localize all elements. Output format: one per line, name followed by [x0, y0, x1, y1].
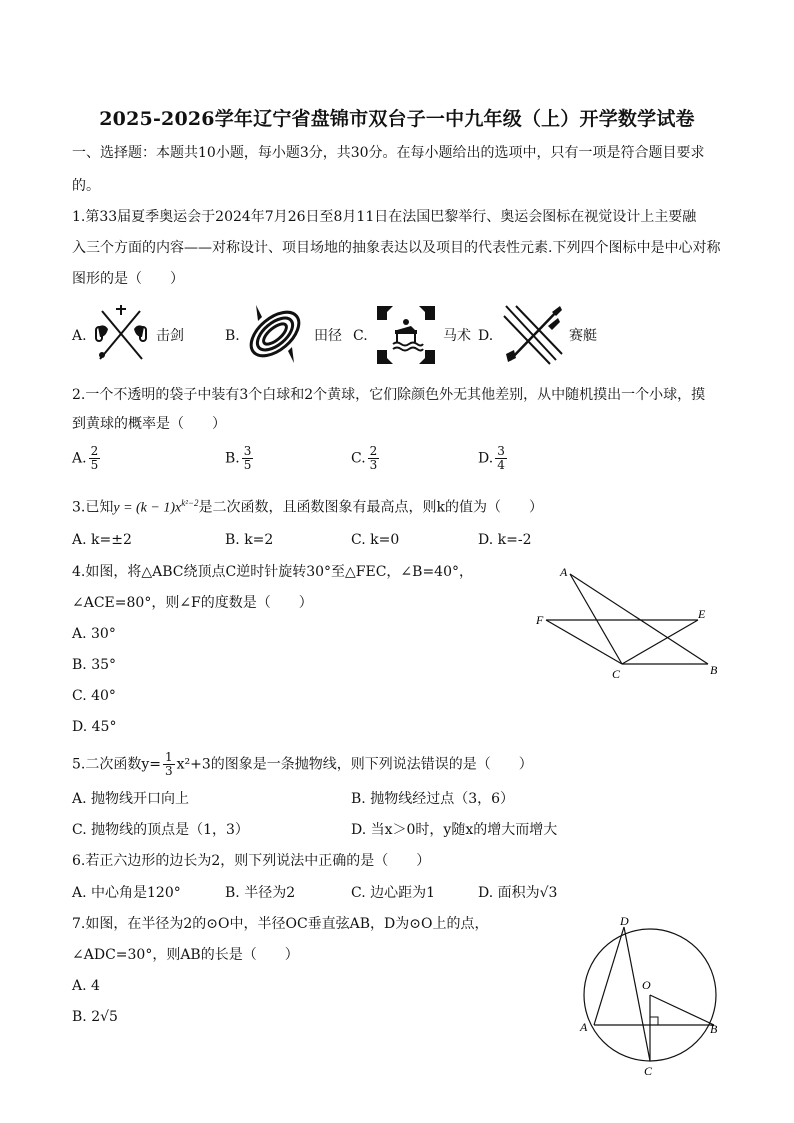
q7-label-b: B	[710, 1022, 718, 1036]
q4-option-b: B. 35°	[72, 657, 117, 673]
q3-stem: 3.已知$y = (k - 1)x^{k^2-2}$是二次函数，且函数图象有最高点，则k的值为（ ）	[72, 498, 543, 516]
rowing-icon	[500, 302, 566, 372]
q1-option-c-letter: C.	[353, 328, 368, 344]
q5-option-c: C. 抛物线的顶点是（1，3）	[72, 822, 249, 838]
q1-line3: 图形的是（ ）	[72, 271, 184, 287]
q7-option-a: A. 4	[72, 978, 100, 994]
q1-line2: 入三个方面的内容——对称设计、项目场地的抽象表达以及项目的代表性元素.下列四个图标中是中心对称	[72, 240, 721, 256]
q6-line1: 6.若正六边形的边长为2，则下列说法中正确的是（ ）	[72, 853, 431, 869]
q2-line2: 到黄球的概率是（ ）	[72, 416, 226, 432]
q3-option-d: D. k=-2	[478, 532, 532, 548]
q1-option-d-label: 赛艇	[569, 328, 597, 344]
q3-option-b: B. k=2	[225, 532, 274, 548]
q1-option-c-label: 马术	[443, 328, 471, 344]
q4-triangle-figure	[530, 560, 730, 689]
q7-option-b: B. 2√5	[72, 1009, 118, 1025]
q6-option-c: C. 边心距为1	[351, 885, 436, 901]
q2-option-d: D. $\frac{3}{4}$	[478, 444, 505, 472]
q1-line1: 1.第33届夏季奥运会于2024年7月26日至8月11日在法国巴黎举行、奥运会图标在视觉设计上主要融	[72, 209, 697, 225]
q5-option-a: A. 抛物线开口向上	[72, 791, 190, 807]
q4-label-e: E	[698, 607, 706, 621]
q4-line1: 4.如图，将△ABC绕顶点C逆时针旋转30°至△FEC，∠B=40°，	[72, 564, 473, 580]
q1-option-a-label: 击剑	[156, 328, 184, 344]
q2-option-b: B. $\frac{3}{5}$	[225, 444, 252, 472]
q5-option-b: B. 抛物线经过点（3，6）	[351, 791, 515, 807]
q1-option-b-label: 田径	[314, 328, 342, 344]
q6-option-d: D. 面积为√3	[478, 885, 558, 901]
q2-line1: 2.一个不透明的袋子中装有3个白球和2个黄球，它们除颜色外无其他差别，从中随机摸出一个小球，摸	[72, 387, 706, 403]
q4-label-f: F	[536, 613, 544, 627]
q6-option-b: B. 半径为2	[225, 885, 296, 901]
q7-label-o: O	[642, 978, 651, 992]
q5-stem: 5.二次函数y= $\frac{1}{3}$ x²+3的图象是一条抛物线，则下列说法错误的是（ ）	[72, 750, 533, 778]
q6-option-a: A. 中心角是120°	[72, 885, 181, 901]
equestrian-icon	[373, 302, 439, 372]
q7-label-a: A	[580, 1020, 588, 1034]
q2-option-a: A. $\frac{2}{5}$	[72, 444, 99, 472]
q7-line1: 7.如图，在半径为2的⊙O中，半径OC垂直弦AB，D为⊙O上的点，	[72, 916, 489, 932]
q4-label-a: A	[560, 565, 568, 579]
q3-option-a: A. k=±2	[72, 532, 132, 548]
q7-line2: ∠ADC=30°，则AB的长是（ ）	[72, 947, 299, 963]
q4-line2: ∠ACE=80°，则∠F的度数是（ ）	[72, 595, 313, 611]
q7-circle-figure	[572, 913, 732, 1081]
q4-option-a: A. 30°	[72, 626, 116, 642]
q4-option-d: D. 45°	[72, 719, 117, 735]
q4-label-c: C	[612, 667, 621, 681]
q1-option-a-letter: A.	[72, 328, 87, 344]
q3-option-c: C. k=0	[351, 532, 400, 548]
q7-label-c: C	[644, 1064, 653, 1077]
q1-option-b-letter: B.	[225, 328, 240, 344]
fencing-icon	[90, 303, 152, 369]
q7-label-d: D	[620, 914, 629, 928]
q5-option-d: D. 当x＞0时，y随x的增大而增大	[351, 822, 558, 838]
section-instruction-line1: 一、选择题：本题共10小题，每小题3分，共30分。在每小题给出的选项中，只有一项是符合题目要求	[72, 145, 705, 161]
q2-option-c: C. $\frac{2}{3}$	[351, 444, 378, 472]
q1-option-d-letter: D.	[478, 328, 494, 344]
q4-label-b: B	[710, 663, 718, 677]
page-title: 2025-2026学年辽宁省盘锦市双台子一中九年级（上）开学数学试卷	[99, 108, 695, 130]
q4-option-c: C. 40°	[72, 688, 116, 704]
athletics-icon	[242, 301, 308, 371]
section-instruction-line2: 的。	[72, 178, 100, 194]
